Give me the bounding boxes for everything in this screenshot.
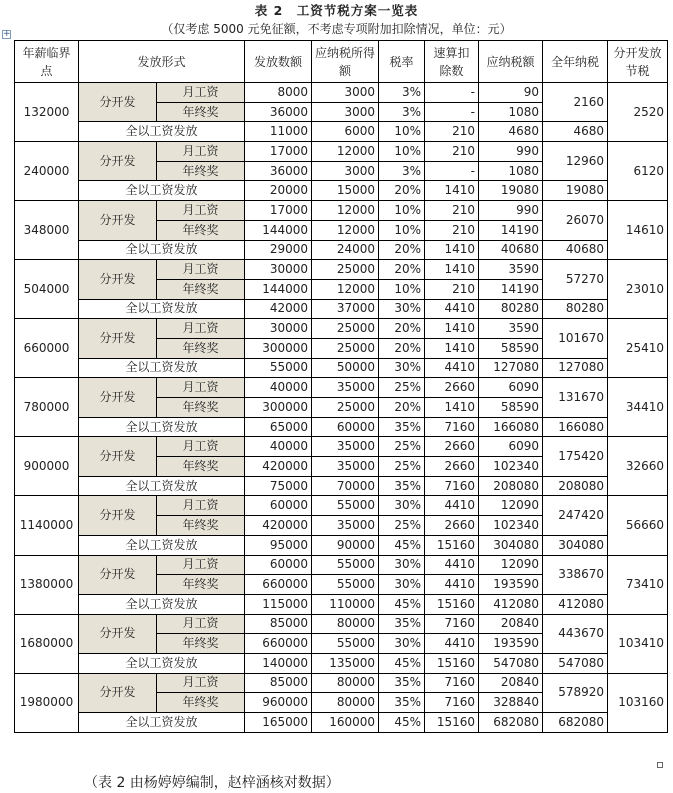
amount-cell: 85000 [245, 614, 312, 634]
deduction-cell: - [425, 161, 479, 181]
threshold-cell: 1140000 [15, 496, 79, 555]
table-row-salary [15, 496, 668, 516]
table-row-all-salary [15, 476, 668, 496]
rate-cell: 20% [379, 260, 425, 280]
rate-cell: 30% [379, 299, 425, 319]
tax-cell: 6090 [479, 437, 543, 457]
table-row-all-salary [15, 122, 668, 142]
rate-cell: 35% [379, 417, 425, 437]
table-row-salary [15, 260, 668, 280]
annual-tax-cell: 304080 [543, 535, 608, 555]
tax-cell: 6090 [479, 378, 543, 398]
taxable-cell: 6000 [312, 122, 379, 142]
bonus-label-cell: 年终奖 [157, 102, 245, 122]
split-label-cell: 分开发 [79, 260, 157, 299]
bonus-label-cell: 年终奖 [157, 161, 245, 181]
deduction-cell: 1410 [425, 398, 479, 418]
deduction-cell: 7160 [425, 693, 479, 713]
amount-cell: 36000 [245, 161, 312, 181]
header-amount: 发放数额 [245, 41, 312, 83]
header-deduction: 速算扣除数 [425, 41, 479, 83]
deduction-cell: 1410 [425, 260, 479, 280]
taxable-cell: 135000 [312, 653, 379, 673]
saving-cell: 32660 [608, 437, 668, 496]
rate-cell: 30% [379, 575, 425, 595]
table-resize-handle-icon[interactable] [657, 762, 663, 768]
amount-cell: 85000 [245, 673, 312, 693]
rate-cell: 45% [379, 713, 425, 733]
all-salary-label-cell: 全以工资发放 [79, 594, 245, 614]
table-row-salary [15, 673, 668, 693]
split-total-cell: 247420 [543, 496, 608, 535]
deduction-cell: 15160 [425, 653, 479, 673]
table-row-all-salary [15, 713, 668, 733]
header-method: 发放形式 [79, 41, 245, 83]
bonus-label-cell: 年终奖 [157, 398, 245, 418]
deduction-cell: 7160 [425, 614, 479, 634]
rate-cell: 10% [379, 122, 425, 142]
rate-cell: 30% [379, 555, 425, 575]
all-salary-label-cell: 全以工资发放 [79, 417, 245, 437]
split-total-cell: 175420 [543, 437, 608, 476]
split-label-cell: 分开发 [79, 496, 157, 535]
threshold-cell: 900000 [15, 437, 79, 496]
taxable-cell: 55000 [312, 575, 379, 595]
split-label-cell: 分开发 [79, 83, 157, 122]
header-row [15, 41, 668, 83]
salary-label-cell: 月工资 [157, 378, 245, 398]
taxable-cell: 80000 [312, 693, 379, 713]
amount-cell: 36000 [245, 102, 312, 122]
deduction-cell: 15160 [425, 713, 479, 733]
rate-cell: 35% [379, 476, 425, 496]
taxable-cell: 55000 [312, 496, 379, 516]
rate-cell: 35% [379, 693, 425, 713]
table-body [15, 83, 668, 733]
rate-cell: 20% [379, 338, 425, 358]
header-threshold: 年薪临界点 [15, 41, 79, 83]
header-rate: 税率 [379, 41, 425, 83]
tax-cell: 102340 [479, 457, 543, 477]
all-salary-label-cell: 全以工资发放 [79, 476, 245, 496]
salary-label-cell: 月工资 [157, 555, 245, 575]
amount-cell: 29000 [245, 240, 312, 260]
amount-cell: 17000 [245, 142, 312, 162]
table-row-all-salary [15, 535, 668, 555]
taxable-cell: 50000 [312, 358, 379, 378]
amount-cell: 144000 [245, 220, 312, 240]
deduction-cell: 7160 [425, 417, 479, 437]
bonus-label-cell: 年终奖 [157, 338, 245, 358]
split-label-cell: 分开发 [79, 378, 157, 417]
split-total-cell: 578920 [543, 673, 608, 712]
all-salary-label-cell: 全以工资发放 [79, 240, 245, 260]
taxable-cell: 55000 [312, 634, 379, 654]
salary-label-cell: 月工资 [157, 142, 245, 162]
rate-cell: 45% [379, 594, 425, 614]
all-salary-label-cell: 全以工资发放 [79, 358, 245, 378]
bonus-label-cell: 年终奖 [157, 457, 245, 477]
all-salary-label-cell: 全以工资发放 [79, 181, 245, 201]
rate-cell: 30% [379, 358, 425, 378]
salary-label-cell: 月工资 [157, 614, 245, 634]
taxable-cell: 12000 [312, 220, 379, 240]
tax-cell: 14190 [479, 220, 543, 240]
tax-cell: 19080 [479, 181, 543, 201]
bonus-label-cell: 年终奖 [157, 279, 245, 299]
rate-cell: 20% [379, 319, 425, 339]
amount-cell: 115000 [245, 594, 312, 614]
tax-cell: 166080 [479, 417, 543, 437]
tax-cell: 102340 [479, 516, 543, 536]
tax-cell: 304080 [479, 535, 543, 555]
amount-cell: 420000 [245, 457, 312, 477]
table-row-salary [15, 555, 668, 575]
rate-cell: 35% [379, 673, 425, 693]
rate-cell: 3% [379, 102, 425, 122]
saving-cell: 73410 [608, 555, 668, 614]
table-subtitle: （仅考虑 5000 元免征额，不考虑专项附加扣除情况，单位：元） [161, 22, 512, 36]
deduction-cell: 210 [425, 122, 479, 142]
amount-cell: 140000 [245, 653, 312, 673]
amount-cell: 8000 [245, 83, 312, 103]
taxable-cell: 25000 [312, 319, 379, 339]
taxable-cell: 37000 [312, 299, 379, 319]
deduction-cell: 210 [425, 142, 479, 162]
split-total-cell: 338670 [543, 555, 608, 594]
annual-tax-cell: 547080 [543, 653, 608, 673]
amount-cell: 60000 [245, 555, 312, 575]
threshold-cell: 1380000 [15, 555, 79, 614]
rate-cell: 35% [379, 614, 425, 634]
rate-cell: 10% [379, 201, 425, 221]
tax-cell: 547080 [479, 653, 543, 673]
tax-cell: 1080 [479, 161, 543, 181]
amount-cell: 42000 [245, 299, 312, 319]
amount-cell: 30000 [245, 319, 312, 339]
taxable-cell: 12000 [312, 279, 379, 299]
all-salary-label-cell: 全以工资发放 [79, 535, 245, 555]
amount-cell: 660000 [245, 575, 312, 595]
table-row-all-salary [15, 181, 668, 201]
taxable-cell: 3000 [312, 161, 379, 181]
bonus-label-cell: 年终奖 [157, 693, 245, 713]
deduction-cell: 1410 [425, 338, 479, 358]
rate-cell: 10% [379, 279, 425, 299]
split-label-cell: 分开发 [79, 437, 157, 476]
split-total-cell: 101670 [543, 319, 608, 358]
salary-label-cell: 月工资 [157, 437, 245, 457]
tax-cell: 682080 [479, 713, 543, 733]
deduction-cell: 4410 [425, 358, 479, 378]
amount-cell: 960000 [245, 693, 312, 713]
tax-cell: 58590 [479, 398, 543, 418]
rate-cell: 25% [379, 378, 425, 398]
all-salary-label-cell: 全以工资发放 [79, 122, 245, 142]
header-taxable: 应纳税所得额 [312, 41, 379, 83]
annual-tax-cell: 127080 [543, 358, 608, 378]
threshold-cell: 132000 [15, 83, 79, 142]
deduction-cell: 1410 [425, 319, 479, 339]
tax-cell: 12090 [479, 555, 543, 575]
header-saving: 分开发放节税 [608, 41, 668, 83]
split-label-cell: 分开发 [79, 555, 157, 594]
amount-cell: 300000 [245, 398, 312, 418]
amount-cell: 300000 [245, 338, 312, 358]
salary-label-cell: 月工资 [157, 260, 245, 280]
deduction-cell: 4410 [425, 496, 479, 516]
rate-cell: 45% [379, 653, 425, 673]
tax-cell: 193590 [479, 575, 543, 595]
amount-cell: 11000 [245, 122, 312, 142]
amount-cell: 65000 [245, 417, 312, 437]
tax-cell: 127080 [479, 358, 543, 378]
table-row-salary [15, 437, 668, 457]
taxable-cell: 15000 [312, 181, 379, 201]
table-row-all-salary [15, 358, 668, 378]
taxable-cell: 3000 [312, 83, 379, 103]
table-row-all-salary [15, 299, 668, 319]
table-title: 表 2 工资节税方案一览表 [254, 3, 419, 18]
tax-cell: 12090 [479, 496, 543, 516]
table-row-all-salary [15, 240, 668, 260]
tax-plan-table [14, 40, 668, 733]
salary-label-cell: 月工资 [157, 83, 245, 103]
rate-cell: 30% [379, 634, 425, 654]
amount-cell: 144000 [245, 279, 312, 299]
tax-cell: 40680 [479, 240, 543, 260]
rate-cell: 20% [379, 398, 425, 418]
rate-cell: 25% [379, 516, 425, 536]
table-row-all-salary [15, 417, 668, 437]
taxable-cell: 70000 [312, 476, 379, 496]
table-move-handle-icon[interactable]: + [3, 29, 11, 39]
rate-cell: 45% [379, 535, 425, 555]
split-total-cell: 443670 [543, 614, 608, 653]
table-row-salary [15, 378, 668, 398]
annual-tax-cell: 412080 [543, 594, 608, 614]
amount-cell: 40000 [245, 378, 312, 398]
saving-cell: 34410 [608, 378, 668, 437]
amount-cell: 40000 [245, 437, 312, 457]
taxable-cell: 35000 [312, 516, 379, 536]
deduction-cell: 210 [425, 279, 479, 299]
split-label-cell: 分开发 [79, 142, 157, 181]
annual-tax-cell: 19080 [543, 181, 608, 201]
annual-tax-cell: 682080 [543, 713, 608, 733]
taxable-cell: 80000 [312, 614, 379, 634]
threshold-cell: 780000 [15, 378, 79, 437]
tax-cell: 14190 [479, 279, 543, 299]
rate-cell: 20% [379, 181, 425, 201]
split-label-cell: 分开发 [79, 673, 157, 712]
tax-cell: 328840 [479, 693, 543, 713]
taxable-cell: 160000 [312, 713, 379, 733]
bonus-label-cell: 年终奖 [157, 220, 245, 240]
amount-cell: 20000 [245, 181, 312, 201]
taxable-cell: 25000 [312, 398, 379, 418]
table-row-salary [15, 319, 668, 339]
deduction-cell: 2660 [425, 378, 479, 398]
amount-cell: 420000 [245, 516, 312, 536]
split-total-cell: 26070 [543, 201, 608, 240]
tax-cell: 20840 [479, 673, 543, 693]
threshold-cell: 1980000 [15, 673, 79, 732]
threshold-cell: 660000 [15, 319, 79, 378]
split-label-cell: 分开发 [79, 319, 157, 358]
deduction-cell: 4410 [425, 555, 479, 575]
taxable-cell: 110000 [312, 594, 379, 614]
deduction-cell: 1410 [425, 181, 479, 201]
taxable-cell: 55000 [312, 555, 379, 575]
taxable-cell: 80000 [312, 673, 379, 693]
tax-cell: 990 [479, 142, 543, 162]
deduction-cell: 210 [425, 220, 479, 240]
taxable-cell: 35000 [312, 437, 379, 457]
salary-label-cell: 月工资 [157, 201, 245, 221]
rate-cell: 3% [379, 161, 425, 181]
split-total-cell: 2160 [543, 83, 608, 122]
table-row-all-salary [15, 594, 668, 614]
saving-cell: 25410 [608, 319, 668, 378]
taxable-cell: 12000 [312, 142, 379, 162]
tax-cell: 412080 [479, 594, 543, 614]
taxable-cell: 25000 [312, 338, 379, 358]
rate-cell: 10% [379, 220, 425, 240]
amount-cell: 165000 [245, 713, 312, 733]
split-total-cell: 131670 [543, 378, 608, 417]
saving-cell: 103410 [608, 614, 668, 673]
deduction-cell: 7160 [425, 476, 479, 496]
split-label-cell: 分开发 [79, 614, 157, 653]
all-salary-label-cell: 全以工资发放 [79, 713, 245, 733]
deduction-cell: 210 [425, 201, 479, 221]
deduction-cell: 2660 [425, 516, 479, 536]
table-row-salary [15, 142, 668, 162]
threshold-cell: 504000 [15, 260, 79, 319]
taxable-cell: 12000 [312, 201, 379, 221]
annual-tax-cell: 80280 [543, 299, 608, 319]
tax-cell: 1080 [479, 102, 543, 122]
deduction-cell: 1410 [425, 240, 479, 260]
threshold-cell: 240000 [15, 142, 79, 201]
amount-cell: 60000 [245, 496, 312, 516]
saving-cell: 103160 [608, 673, 668, 732]
rate-cell: 20% [379, 240, 425, 260]
taxable-cell: 35000 [312, 457, 379, 477]
tax-cell: 20840 [479, 614, 543, 634]
bonus-label-cell: 年终奖 [157, 575, 245, 595]
deduction-cell: - [425, 102, 479, 122]
deduction-cell: 15160 [425, 594, 479, 614]
tax-cell: 58590 [479, 338, 543, 358]
table-row-salary [15, 201, 668, 221]
table-row-salary [15, 614, 668, 634]
deduction-cell: 4410 [425, 299, 479, 319]
tax-cell: 990 [479, 201, 543, 221]
taxable-cell: 3000 [312, 102, 379, 122]
annual-tax-cell: 4680 [543, 122, 608, 142]
table-row-all-salary [15, 653, 668, 673]
rate-cell: 10% [379, 142, 425, 162]
threshold-cell: 1680000 [15, 614, 79, 673]
split-total-cell: 12960 [543, 142, 608, 181]
deduction-cell: 15160 [425, 535, 479, 555]
table-row-salary [15, 83, 668, 103]
threshold-cell: 348000 [15, 201, 79, 260]
header-annual-tax: 全年纳税 [543, 41, 608, 83]
saving-cell: 23010 [608, 260, 668, 319]
deduction-cell: 7160 [425, 673, 479, 693]
taxable-cell: 25000 [312, 260, 379, 280]
saving-cell: 14610 [608, 201, 668, 260]
rate-cell: 25% [379, 457, 425, 477]
table-footnote: （表 2 由杨婷婷编制，赵梓涵核对数据） [84, 775, 340, 791]
amount-cell: 17000 [245, 201, 312, 221]
bonus-label-cell: 年终奖 [157, 516, 245, 536]
tax-cell: 4680 [479, 122, 543, 142]
taxable-cell: 35000 [312, 378, 379, 398]
amount-cell: 55000 [245, 358, 312, 378]
amount-cell: 660000 [245, 634, 312, 654]
tax-cell: 3590 [479, 260, 543, 280]
tax-cell: 3590 [479, 319, 543, 339]
rate-cell: 3% [379, 83, 425, 103]
split-label-cell: 分开发 [79, 201, 157, 240]
rate-cell: 30% [379, 496, 425, 516]
deduction-cell: 2660 [425, 457, 479, 477]
all-salary-label-cell: 全以工资发放 [79, 299, 245, 319]
saving-cell: 56660 [608, 496, 668, 555]
tax-cell: 90 [479, 83, 543, 103]
annual-tax-cell: 208080 [543, 476, 608, 496]
header-tax: 应纳税额 [479, 41, 543, 83]
saving-cell: 6120 [608, 142, 668, 201]
salary-label-cell: 月工资 [157, 496, 245, 516]
amount-cell: 75000 [245, 476, 312, 496]
all-salary-label-cell: 全以工资发放 [79, 653, 245, 673]
taxable-cell: 90000 [312, 535, 379, 555]
deduction-cell: - [425, 83, 479, 103]
salary-label-cell: 月工资 [157, 673, 245, 693]
saving-cell: 2520 [608, 83, 668, 142]
annual-tax-cell: 40680 [543, 240, 608, 260]
deduction-cell: 2660 [425, 437, 479, 457]
amount-cell: 30000 [245, 260, 312, 280]
rate-cell: 25% [379, 437, 425, 457]
annual-tax-cell: 166080 [543, 417, 608, 437]
split-total-cell: 57270 [543, 260, 608, 299]
taxable-cell: 60000 [312, 417, 379, 437]
amount-cell: 95000 [245, 535, 312, 555]
deduction-cell: 4410 [425, 634, 479, 654]
tax-cell: 193590 [479, 634, 543, 654]
bonus-label-cell: 年终奖 [157, 634, 245, 654]
salary-label-cell: 月工资 [157, 319, 245, 339]
deduction-cell: 4410 [425, 575, 479, 595]
tax-cell: 208080 [479, 476, 543, 496]
tax-cell: 80280 [479, 299, 543, 319]
taxable-cell: 24000 [312, 240, 379, 260]
